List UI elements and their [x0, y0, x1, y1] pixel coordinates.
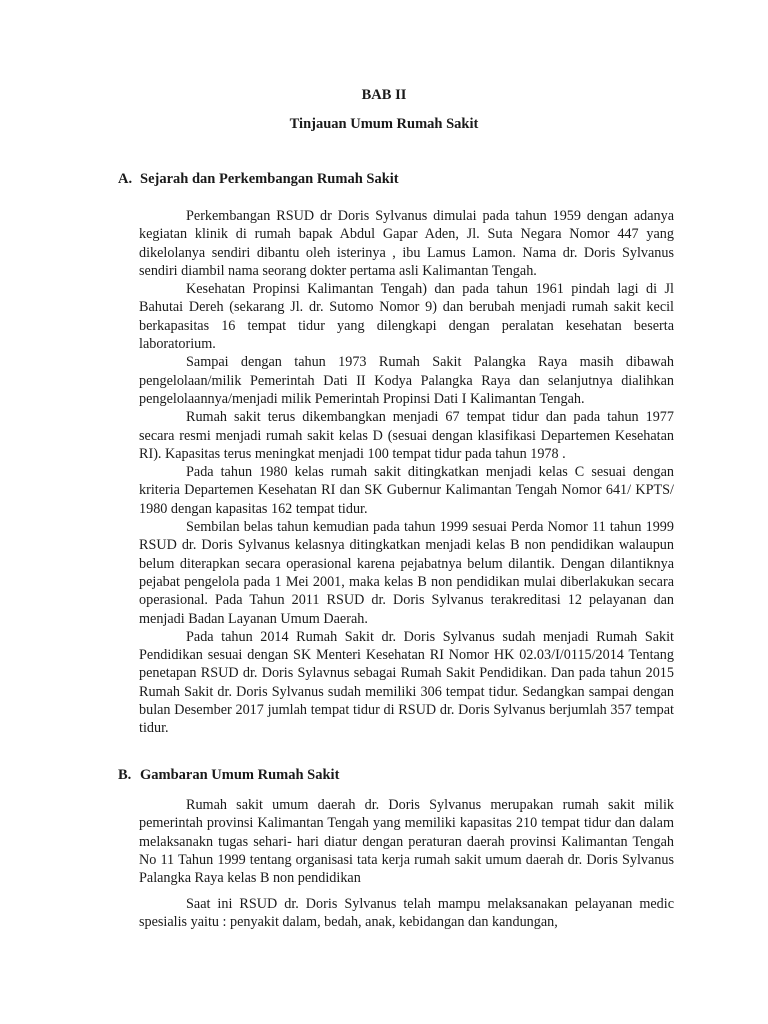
section-a-title: Sejarah dan Perkembangan Rumah Sakit	[140, 171, 399, 187]
paragraph: Perkembangan RSUD dr Doris Sylvanus dimulai pada tahun 1959 dengan adanya kegiatan klinik di rumah bapak Abdul Gapar Aden, Jl. Suta Negara Nomor 447 yang dikelolanya sendiri dibantu oleh isterinya , ibu Lamus Lamon. Nama dr. Doris Sylvanus sendiri diambil nama seorang dokter pertama asli Kalimantan Tengah.	[139, 208, 674, 279]
paragraph: Rumah sakit terus dikembangkan menjadi 67 tempat tidur dan pada tahun 1977 secara resmi menjadi rumah sakit kelas D (sesuai dengan klasifikasi Departemen Kesehatan RI). Kapasitas terus meningkat menjadi 100 tempat tidur pada tahun 1978 .	[139, 409, 674, 462]
paragraph: Rumah sakit umum daerah dr. Doris Sylvanus merupakan rumah sakit milik pemerintah provinsi Kalimantan Tengah yang memiliki kapasitas 210 tempat tidur dan dalam melaksanakn tugas sehari- hari diatur dengan peraturan daerah provinsi Kalimantan Tengah No 11 Tahun 1999 tentang organisasi tata kerja rumah sakit umum daerah dr. Doris Sylvanus Palangka Raya kelas B non pendidikan	[139, 797, 674, 887]
section-a-body	[139, 207, 674, 738]
section-b-letter: B.	[118, 767, 132, 783]
section-a-letter: A.	[118, 171, 133, 187]
paragraph: Sembilan belas tahun kemudian pada tahun 1999 sesuai Perda Nomor 11 tahun 1999 RSUD dr. Doris Sylvanus kelasnya ditingkatkan menjadi kelas B non pendidikan walaupun belum diterapkan secara operasional karena pejabatnya belum dilantik. Dengan dilantiknya pejabat pengelola pada 1 Mei 2001, maka kelas B non pendidikan mulai diberlakukan secara operasional. Pada Tahun 2011 RSUD dr. Doris Sylvanus terakreditasi 12 pelayanan dan menjadi Badan Layanan Umum Daerah.	[139, 519, 674, 627]
section-b-title: Gambaran Umum Rumah Sakit	[140, 767, 340, 783]
section-b-heading	[118, 767, 339, 784]
section-b-body-2	[139, 895, 674, 932]
chapter-number: BAB II	[361, 87, 407, 103]
paragraph: Sampai dengan tahun 1973 Rumah Sakit Palangka Raya masih dibawah pengelolaan/milik Pemerintah Dati II Kodya Palangka Raya dan selanjutnya dialihkan pengelolaannya/menjadi milik Pemerintah Propinsi Dati I Kalimantan Tengah.	[139, 354, 674, 407]
paragraph: Kesehatan Propinsi Kalimantan Tengah) dan pada tahun 1961 pindah lagi di Jl Bahutai Dereh (sekarang Jl. dr. Sutomo Nomor 9) dan berubah menjadi rumah sakit kecil berkapasitas 16 tempat tidur yang dilengkapi dengan peralatan kesehatan beserta laboratorium.	[139, 281, 674, 353]
paragraph: Pada tahun 1980 kelas rumah sakit ditingkatkan menjadi kelas C sesuai dengan kriteria Departemen Kesehatan RI dan SK Gubernur Kalimantan Tengah Nomor 641/ KPTS/ 1980 dengan kapasitas 162 tempat tidur.	[139, 464, 674, 517]
paragraph: Pada tahun 2014 Rumah Sakit dr. Doris Sylvanus sudah menjadi Rumah Sakit Pendidikan sesuai dengan SK Menteri Kesehatan RI Nomor HK 02.03/I/0115/2014 Tentang penetapan RSUD dr. Doris Sylavnus sebagai Rumah Sakit Pendidikan. Dan pada tahun 2015 Rumah Sakit dr. Doris Sylvanus sudah memiliki 306 tempat tidur. Sedangkan sampai dengan bulan Desember 2017 jumlah tempat tidur di RSUD dr. Doris Sylvanus berjumlah 357 tempat tidur.	[139, 628, 674, 737]
section-a-heading	[118, 171, 399, 188]
section-b-body-1	[139, 796, 674, 887]
paragraph: Saat ini RSUD dr. Doris Sylvanus telah mampu melaksanakan pelayanan medic spesialis yaitu : penyakit dalam, bedah, anak, kebidangan dan kandungan,	[139, 896, 674, 931]
chapter-title: Tinjauan Umum Rumah Sakit	[289, 116, 479, 132]
